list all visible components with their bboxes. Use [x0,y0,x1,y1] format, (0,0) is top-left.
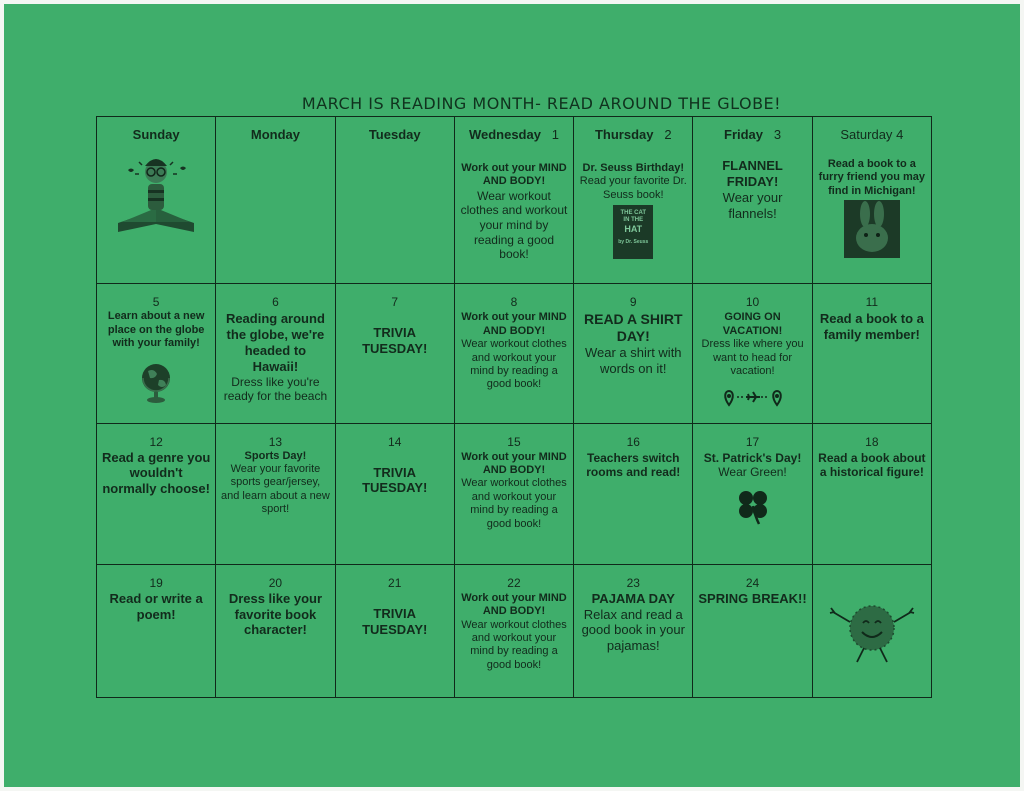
cell-march-19 [97,564,216,697]
calendar-week-4 [97,564,932,697]
date-number: 5 [152,295,160,310]
date-number: 19 [149,575,163,590]
cell-march-1 [454,117,573,284]
date-number: 21 [388,575,402,590]
date-number: 6 [272,295,279,310]
date-number: 22 [507,575,521,590]
event-title: Dress like your favorite book character! [228,590,323,638]
event-title: Read a book about a historical figure! [818,450,926,480]
cell-march-9 [574,284,693,423]
page-title: MARCH IS READING MONTH- READ AROUND THE GLOBE! [301,94,782,113]
day-header-saturday: Saturday [840,127,893,142]
cell-monday-header [216,117,335,284]
cell-smiley [812,564,931,697]
cell-march-21 [335,564,454,697]
date-number: 24 [745,575,760,590]
date-number: 7 [391,295,399,310]
event-title: Read a book to a family member! [819,311,924,343]
date-number: 16 [626,434,640,449]
calendar-week-3 [97,423,932,564]
cell-march-5 [97,284,216,423]
cell-march-16 [574,423,693,564]
date-number: 15 [507,434,521,449]
cell-march-24 [693,564,812,697]
event-title: Teachers switch rooms and read! [586,450,681,480]
calendar-grid [96,116,932,698]
event-text: Wear workout clothes and workout your mind by reading a good book! [461,338,567,391]
cell-march-17 [693,423,812,564]
date-number: 11 [865,295,879,310]
cell-march-3 [693,117,812,284]
date-number: 8 [510,295,518,310]
globe-icon [139,361,173,405]
event-title: Work out your MIND AND BODY! [461,591,567,618]
event-text: Wear workout clothes and workout your mind by reading a good book! [460,188,568,262]
cell-sunday-header [97,117,216,284]
day-header-wednesday: Wednesday [468,127,541,142]
event-text: Dress like you're ready for the beach [223,374,328,404]
event-title: TRIVIA TUESDAY! [362,325,428,357]
event-title: TRIVIA TUESDAY! [362,605,428,637]
event-title: FLANNEL FRIDAY! [722,158,783,189]
calendar-paper [4,4,1020,787]
cell-march-6 [216,284,335,423]
event-title: TRIVIA TUESDAY! [362,464,428,496]
cell-march-7 [335,284,454,423]
cell-march-12 [97,423,216,564]
calendar-week-2 [97,284,932,423]
event-text: Wear Green! [718,465,787,480]
cell-march-13 [216,423,335,564]
date-number: 18 [865,434,879,449]
event-text: Wear your flannels! [722,189,783,221]
event-text: Wear your favorite sports gear/jersey, and learn about a new sport! [220,462,330,516]
date-2: 2 [664,127,672,142]
travel-route-icon [721,388,785,410]
book-cover-line: HAT [624,224,643,234]
event-title: Reading around the globe, we're headed to Hawaii! [225,311,325,374]
cell-march-14 [335,423,454,564]
event-text: Dress like where you want to head for vacation! [701,338,804,377]
date-number: 10 [745,295,760,310]
day-header-monday: Monday [250,127,300,142]
date-number: 23 [626,575,640,590]
event-title: SPRING BREAK!! [698,590,807,606]
date-number: 14 [388,434,402,449]
event-title: Work out your MIND AND BODY! [461,311,567,337]
event-title: Read or write a poem! [109,590,203,622]
event-text: Read your favorite Dr. Seuss book! [579,175,687,201]
event-title: Work out your MIND AND BODY! [461,162,567,188]
event-title: Dr. Seuss Birthday! [582,162,684,174]
cat-in-the-hat-book-cover [613,205,653,259]
day-header-thursday: Thursday [594,127,654,142]
event-title: Learn about a new place on the globe with your family! [107,310,205,350]
event-text: Wear workout clothes and workout your mind by reading a good book! [461,618,567,671]
book-cover-line: THE CAT [620,210,647,217]
event-title: GOING ON VACATION! [722,311,783,337]
cell-march-4 [812,117,931,284]
calendar-week-1 [97,117,932,284]
cell-march-2 [574,117,693,284]
day-header-sunday: Sunday [132,127,180,142]
day-header-tuesday: Tuesday [368,127,421,142]
cell-march-8 [454,284,573,423]
event-title: PAJAMA DAY [591,590,675,606]
date-number: 17 [745,434,760,449]
date-number: 13 [268,434,283,449]
cell-march-23 [574,564,693,697]
four-leaf-clover-icon [733,486,773,526]
event-text: Wear a shirt with words on it! [584,345,682,377]
event-title: Work out your MIND AND BODY! [461,450,567,476]
day-header-friday: Friday [724,127,764,142]
book-cover-line: IN THE [623,217,644,224]
event-title: Read a book to a furry friend you may find in Michigan! [818,158,926,197]
cell-march-11 [812,284,931,423]
cell-march-22 [454,564,573,697]
cell-march-20 [216,564,335,697]
book-cover-author: by Dr. Seuss [618,239,649,246]
cell-march-10 [693,284,812,423]
date-number: 9 [629,295,637,310]
date-1: 1 [551,127,560,142]
event-title: Sports Day! [244,449,307,462]
reading-kid-icon [110,148,202,234]
event-title: READ A SHIRT DAY! [584,311,683,345]
cell-march-18 [812,423,931,564]
event-title: Read a genre you wouldn't normally choose! [101,449,211,497]
event-text: Relax and read a good book in your pajamas! [581,606,685,654]
date-number: 12 [149,434,163,449]
bunny-icon [844,200,900,258]
cell-tuesday-header [335,117,454,284]
event-text: Wear workout clothes and workout your mind by reading a good book! [461,477,567,530]
date-4: 4 [896,127,904,142]
event-title: St. Patrick's Day! [703,450,802,465]
happy-sun-icon [827,598,917,668]
date-3: 3 [773,127,782,142]
cell-march-15 [454,423,573,564]
date-number: 20 [268,575,283,590]
